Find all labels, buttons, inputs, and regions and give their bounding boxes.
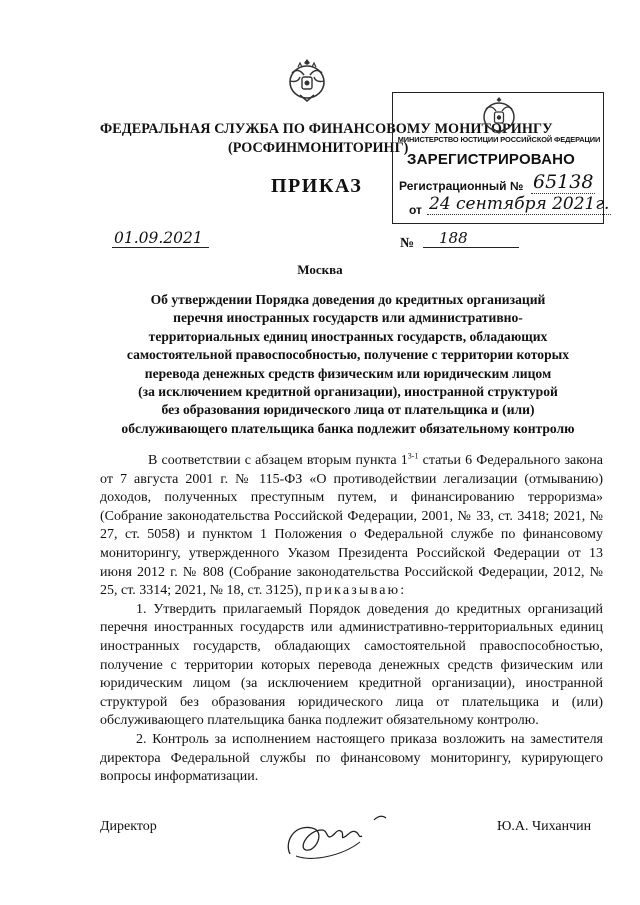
stamp-emblem-icon [479,95,519,135]
document-title-line: без образования юридического лица от плательщика и (или) [161,402,535,418]
signatory-title: Директор [100,819,157,834]
document-title [94,291,602,438]
russian-coat-of-arms-icon [286,55,328,105]
document-body [100,452,603,787]
stamp-registration-date: 24 сентября 2021г. [429,194,610,214]
signatory-name: Ю.А. Чиханчин [497,819,592,834]
handwritten-signature [282,806,392,866]
organization-abbreviation: (РОСФИНМОНИТОРИНГ) [228,140,409,156]
body-paragraph-preamble [100,452,603,601]
city: Москва [297,262,343,277]
stamp-registered-label: ЗАРЕГИСТРИРОВАНО [407,151,576,168]
document-title-line: перечня иностранных государств или административно- [173,310,523,326]
preamble-superscript: 3-1 [407,451,419,461]
document-title-line: Об утверждении Порядка доведения до кредитных организаций [150,292,546,307]
stamp-registration-number-label: Регистрационный № [399,179,524,193]
document-title-line: территориальных единиц иностранных государств, обладающих [148,328,548,344]
order-number: 188 [423,229,519,248]
order-date: 01.09.2021 [112,229,209,248]
document-title-line: обслуживающего плательщика банка подлежит обязательному контролю [121,420,575,436]
stamp-date-label: от [409,203,422,217]
body-paragraph-item-1: 1. Утвердить прилагаемый Порядок доведения до кредитных организаций перечня иностранных государств или административно-территориальных единиц иностранных государств, обладающих самостоятельной правоспособностью, получение с территории которых перевода денежных средств физическим или юридическим лицом (за исключением кредитной организации), иностранной структурой без образования юридического лица от плательщика и (или) обслуживающего плательщика банка подлежит обязательному контролю. [100,601,603,729]
preamble-text-a: В соответствии с абзацем вторым пункта 1 [148,453,408,468]
stamp-ministry-label: МИНИСТЕРСТВО ЮСТИЦИИ РОССИЙСКОЙ ФЕДЕРАЦИИ [397,135,601,144]
document-title-line: перевода денежных средств физическим или юридическим лицом [144,365,552,381]
organization-name: ФЕДЕРАЛЬНАЯ СЛУЖБА ПО ФИНАНСОВОМУ МОНИТОРИНГУ [100,121,553,137]
stamp-registration-number: 65138 [533,171,594,193]
order-title: ПРИКАЗ [271,175,363,197]
document-title-line: (за исключением кредитной организации), иностранной структурой [138,384,558,400]
order-number-label: № [400,236,415,251]
preamble-text-b: статьи 6 Федерального закона от 7 августа 2001 г. № 115-ФЗ «О противодействии легализации (отмыванию) доходов, полученных преступным путем, и финансированию терроризма» (Собрание законодательства Российской Федерации, 2001, № 33, ст. 3418; 2021, № 27, ст. 5058) и пунктом 1 Положения о Федеральной службе по финансовому мониторингу, утвержденного Указом Президента Российской Федерации от 13 июня 2012 г. № 808 (Собрание законодательства Российской Федерации, 2012, № 25, ст. 3314; 2021, № 18, ст. 3125), [100,453,603,599]
order-command: приказываю: [305,583,407,599]
body-paragraph-item-2: 2. Контроль за исполнением настоящего приказа возложить на заместителя директора Федеральной службы по финансовому мониторингу, курирующего вопросы информатизации. [100,731,603,785]
document-title-line: самостоятельной правоспособностью, получение с территории которых [126,347,570,363]
registration-stamp [392,92,610,224]
